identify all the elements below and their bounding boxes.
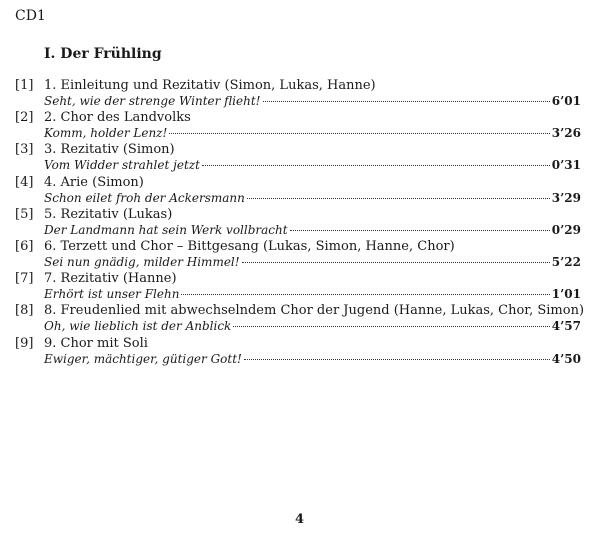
track-title: 8. Freudenlied mit abwechselndem Chor der Jugend (Hanne, Lukas, Chor, Simon) — [44, 303, 585, 319]
dot-leader — [233, 326, 549, 327]
track-number: [2] — [15, 110, 34, 126]
track-detail-line — [44, 319, 581, 333]
track-title: 9. Chor mit Soli — [44, 335, 148, 351]
track-duration: 1’01 — [551, 287, 581, 302]
track-row — [15, 110, 581, 142]
track-row — [15, 175, 581, 207]
track-subtitle: Oh, wie lieblich ist der Anblick — [44, 319, 232, 334]
track-subtitle: Ewiger, mächtiger, gütiger Gott! — [44, 351, 242, 366]
track-row — [15, 239, 581, 271]
track-number: [9] — [15, 335, 34, 351]
track-detail-line — [44, 191, 581, 205]
dot-leader — [202, 165, 550, 166]
track-row — [15, 271, 581, 303]
track-subtitle: Erhört ist unser Flehn — [44, 287, 180, 302]
track-title: 3. Rezitativ (Simon) — [44, 142, 175, 158]
track-title: 1. Einleitung und Rezitativ (Simon, Lukas, Hanne) — [44, 78, 376, 93]
track-title: 2. Chor des Landvolks — [44, 110, 191, 126]
track-number: [1] — [15, 78, 34, 93]
dot-leader — [290, 230, 550, 231]
track-list — [15, 78, 585, 368]
track-number: [8] — [15, 303, 34, 319]
dot-leader — [181, 294, 549, 295]
track-duration: 0’31 — [551, 158, 581, 173]
section-title: I. Der Frühling — [44, 46, 162, 62]
track-duration: 4’50 — [551, 351, 581, 366]
track-detail-line — [44, 223, 581, 237]
dot-leader — [244, 359, 550, 360]
track-detail-line — [44, 287, 581, 301]
track-duration: 4’57 — [551, 319, 581, 334]
cd-label: CD1 — [15, 8, 46, 24]
track-subtitle: Sei nun gnädig, milder Himmel! — [44, 254, 240, 269]
track-row — [15, 336, 581, 368]
track-detail-line — [44, 352, 581, 366]
track-duration: 3’29 — [551, 190, 581, 205]
track-detail-line — [44, 126, 581, 140]
track-detail-line — [44, 158, 581, 172]
track-number: [4] — [15, 174, 34, 190]
track-duration: 3’26 — [551, 126, 581, 141]
track-duration: 0’29 — [551, 222, 581, 237]
track-title: 7. Rezitativ (Hanne) — [44, 271, 177, 287]
track-row — [15, 207, 581, 239]
track-duration: 6’01 — [551, 94, 581, 108]
track-subtitle: Vom Widder strahlet jetzt — [44, 158, 200, 173]
track-row — [15, 78, 581, 110]
track-subtitle: Der Landmann hat sein Werk vollbracht — [44, 222, 288, 237]
track-subtitle: Komm, holder Lenz! — [44, 126, 168, 141]
track-row — [15, 303, 585, 335]
track-number: [5] — [15, 206, 34, 222]
track-number: [7] — [15, 271, 34, 287]
track-detail-line — [44, 255, 581, 269]
track-number: [3] — [15, 142, 34, 158]
track-subtitle: Schon eilet froh der Ackersmann — [44, 190, 245, 205]
track-detail-line — [44, 94, 581, 108]
track-row — [15, 142, 581, 174]
track-title: 6. Terzett und Chor – Bittgesang (Lukas, Simon, Hanne, Chor) — [44, 238, 455, 254]
dot-leader — [169, 133, 549, 134]
dot-leader — [263, 101, 550, 102]
track-duration: 5’22 — [551, 254, 581, 269]
track-title: 4. Arie (Simon) — [44, 174, 144, 190]
dot-leader — [247, 198, 550, 199]
track-title: 5. Rezitativ (Lukas) — [44, 206, 173, 222]
page-number: 4 — [294, 512, 305, 527]
dot-leader — [242, 262, 550, 263]
track-number: [6] — [15, 238, 34, 254]
track-subtitle: Seht, wie der strenge Winter flieht! — [44, 94, 261, 108]
